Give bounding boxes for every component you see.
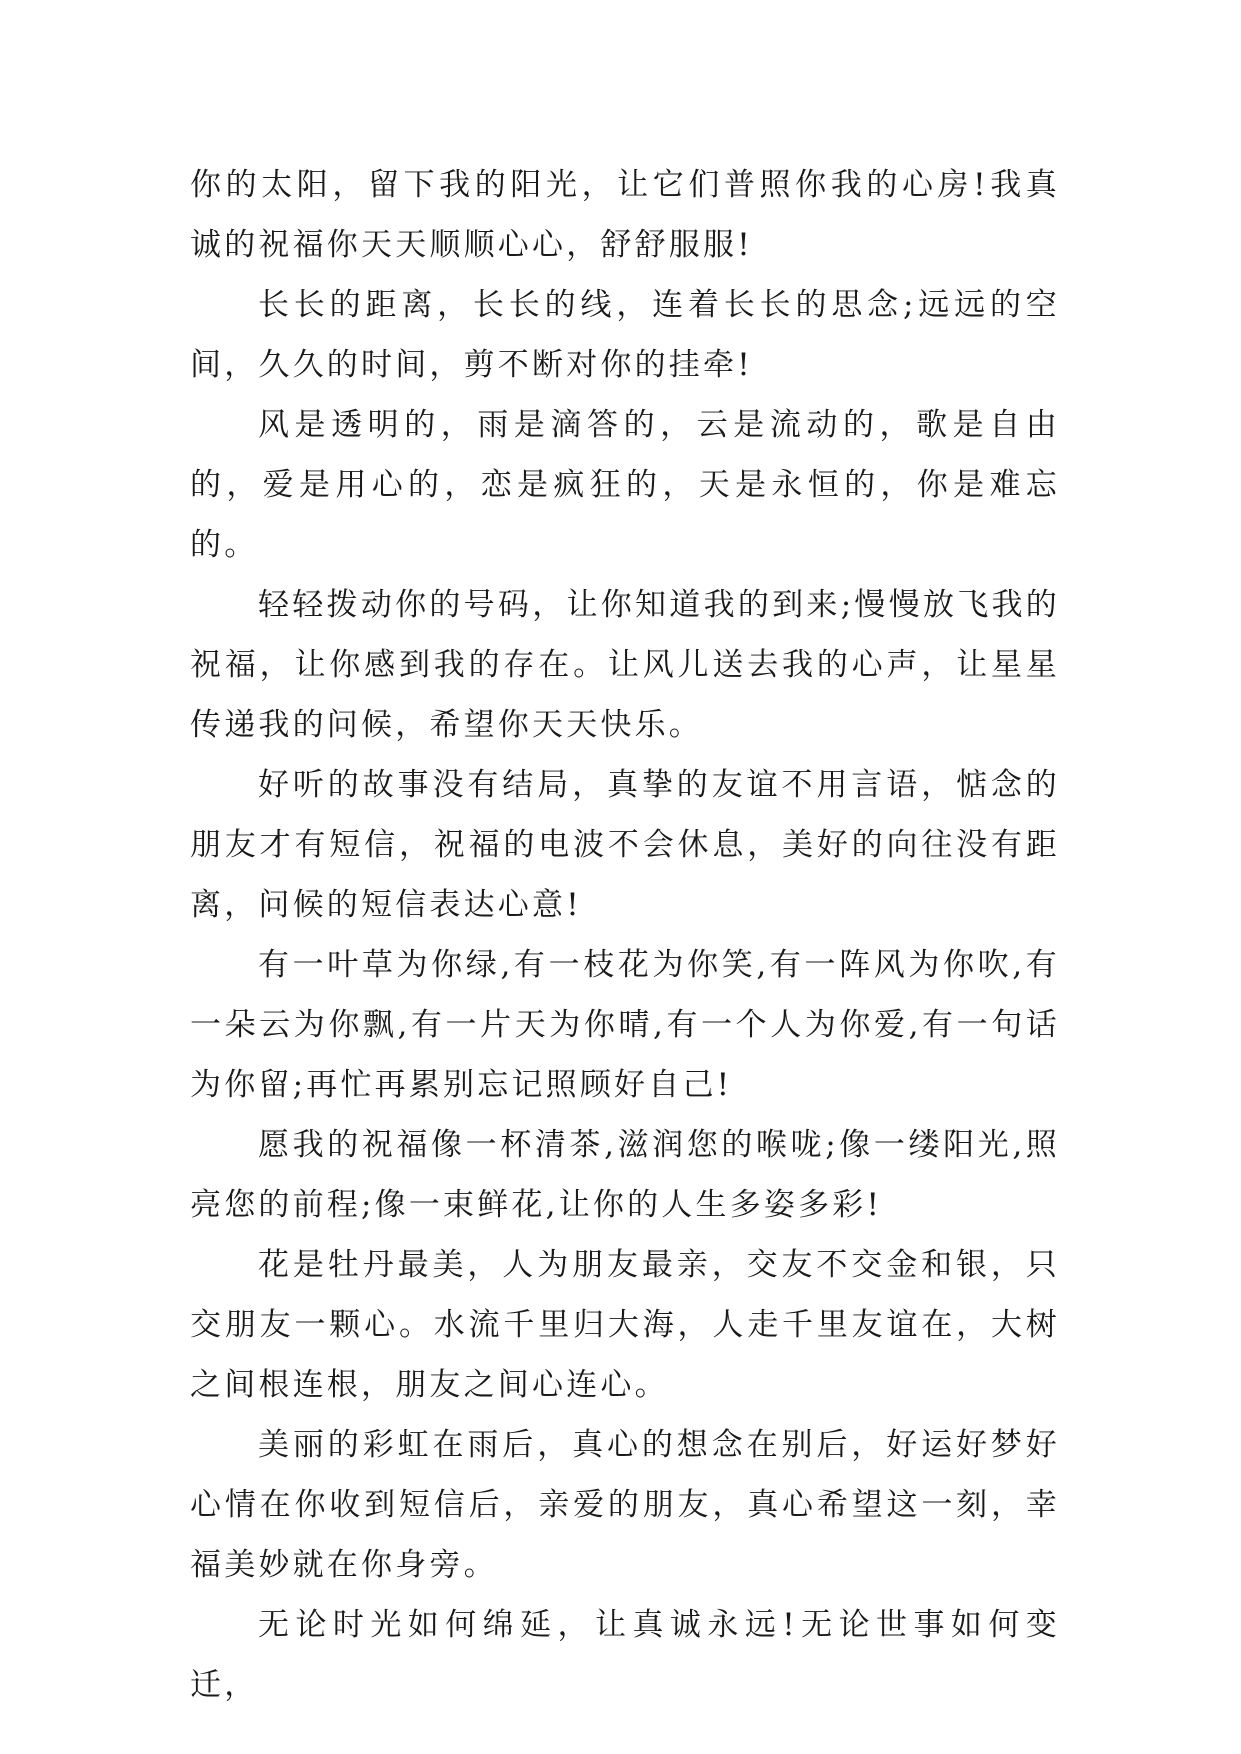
paragraph: 花是牡丹最美，人为朋友最亲，交友不交金和银，只交朋友一颗心。水流千里归大海，人走千里友谊在，大树之间根连根，朋友之间心连心。 — [190, 1247, 1060, 1403]
paragraph: 愿我的祝福像一杯清茶,滋润您的喉咙;像一缕阳光,照亮您的前程;像一束鲜花,让你的人生多姿多彩! — [190, 1127, 1060, 1223]
paragraph: 轻轻拨动你的号码，让你知道我的到来;慢慢放飞我的祝福，让你感到我的存在。让风儿送去我的心声，让星星传递我的问候，希望你天天快乐。 — [190, 587, 1060, 743]
paragraph-truncated: 无论时光如何绵延，让真诚永远!无论世事如何变迁， — [190, 1607, 1060, 1703]
paragraph: 长长的距离，长长的线，连着长长的思念;远远的空间，久久的时间，剪不断对你的挂牵! — [190, 287, 1060, 383]
paragraph: 有一叶草为你绿,有一枝花为你笑,有一阵风为你吹,有一朵云为你飘,有一片天为你晴,有一个人为你爱,有一句话为你留;再忙再累别忘记照顾好自己! — [190, 947, 1060, 1103]
paragraph: 好听的故事没有结局，真挚的友谊不用言语，惦念的朋友才有短信，祝福的电波不会休息，美好的向往没有距离，问候的短信表达心意! — [190, 767, 1060, 923]
paragraph-continuation: 你的太阳，留下我的阳光，让它们普照你我的心房!我真诚的祝福你天天顺顺心心，舒舒服服! — [190, 167, 1060, 263]
paragraph: 风是透明的，雨是滴答的，云是流动的，歌是自由的，爱是用心的，恋是疯狂的，天是永恒的，你是难忘的。 — [190, 407, 1060, 563]
paragraph: 美丽的彩虹在雨后，真心的想念在别后，好运好梦好心情在你收到短信后，亲爱的朋友，真心希望这一刻，幸福美妙就在你身旁。 — [190, 1427, 1060, 1583]
document-body — [190, 155, 1060, 1715]
